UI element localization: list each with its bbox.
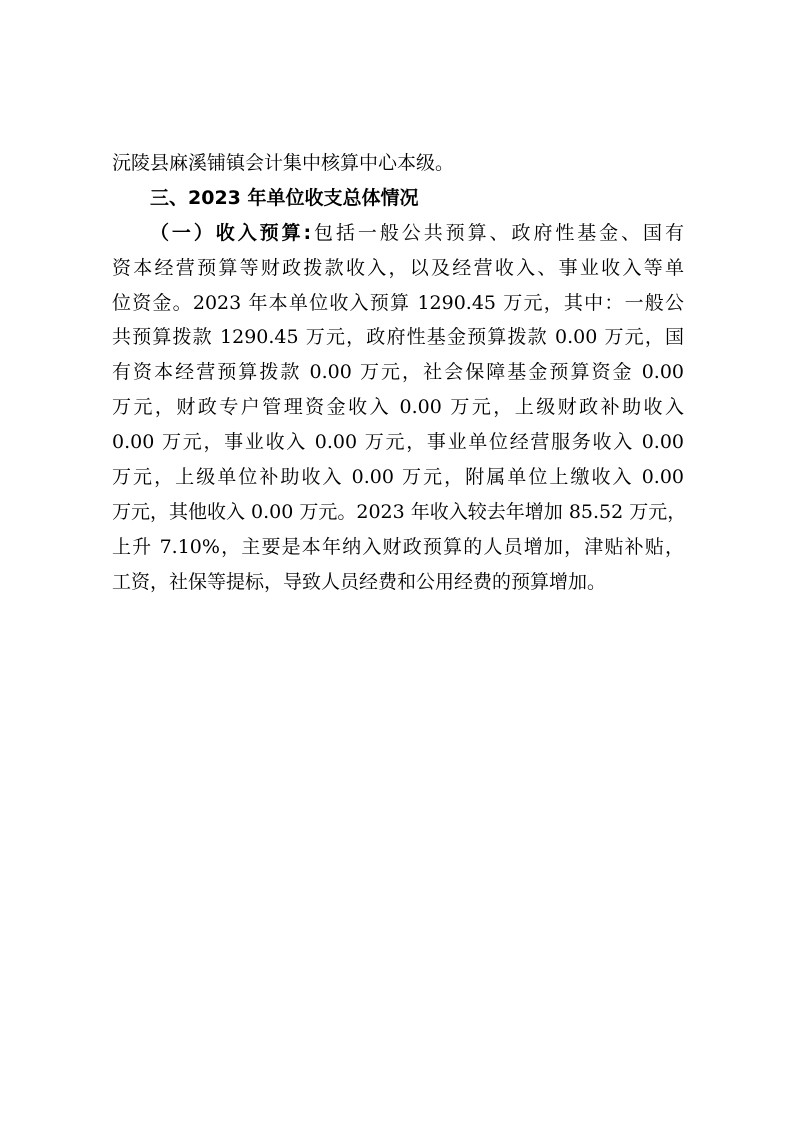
income-paragraph-line-10: 上升 7.10%，主要是本年纳入财政预算的人员增加，津贴补贴， (112, 535, 684, 558)
income-paragraph-line-2: 资本经营预算等财政拨款收入，以及经营收入、事业收入等单 (112, 256, 684, 279)
income-paragraph-line-1 (112, 216, 684, 251)
income-paragraph-line-7: 0.00 万元，事业收入 0.00 万元，事业单位经营服务收入 0.00 (112, 431, 684, 454)
income-paragraph-lead: （一）收入预算: (150, 221, 312, 244)
document-body (112, 146, 687, 600)
income-paragraph-line-4: 共预算拨款 1290.45 万元，政府性基金预算拨款 0.00 万元，国 (112, 326, 684, 349)
income-paragraph-line-5: 有资本经营预算拨款 0.00 万元，社会保障基金预算资金 0.00 (112, 361, 684, 384)
intro-line: 沅陵县麻溪铺镇会计集中核算中心本级。 (112, 152, 455, 174)
income-paragraph-line-8: 万元，上级单位补助收入 0.00 万元，附属单位上缴收入 0.00 (112, 466, 684, 489)
income-paragraph-line-6: 万元，财政专户管理资金收入 0.00 万元，上级财政补助收入 (112, 396, 684, 419)
income-paragraph-line-9: 万元，其他收入 0.00 万元。2023 年收入较去年增加 85.52 万元， (112, 500, 687, 523)
section-heading: 三、2023 年单位收支总体情况 (150, 186, 419, 209)
income-paragraph-line-3: 位资金。2023 年本单位收入预算 1290.45 万元，其中：一般公 (112, 291, 684, 314)
income-paragraph-line-1-text: 包括一般公共预算、政府性基金、国有 (311, 221, 684, 244)
income-paragraph-line-11: 工资，社保等提标，导致人员经费和公用经费的预算增加。 (112, 570, 607, 593)
